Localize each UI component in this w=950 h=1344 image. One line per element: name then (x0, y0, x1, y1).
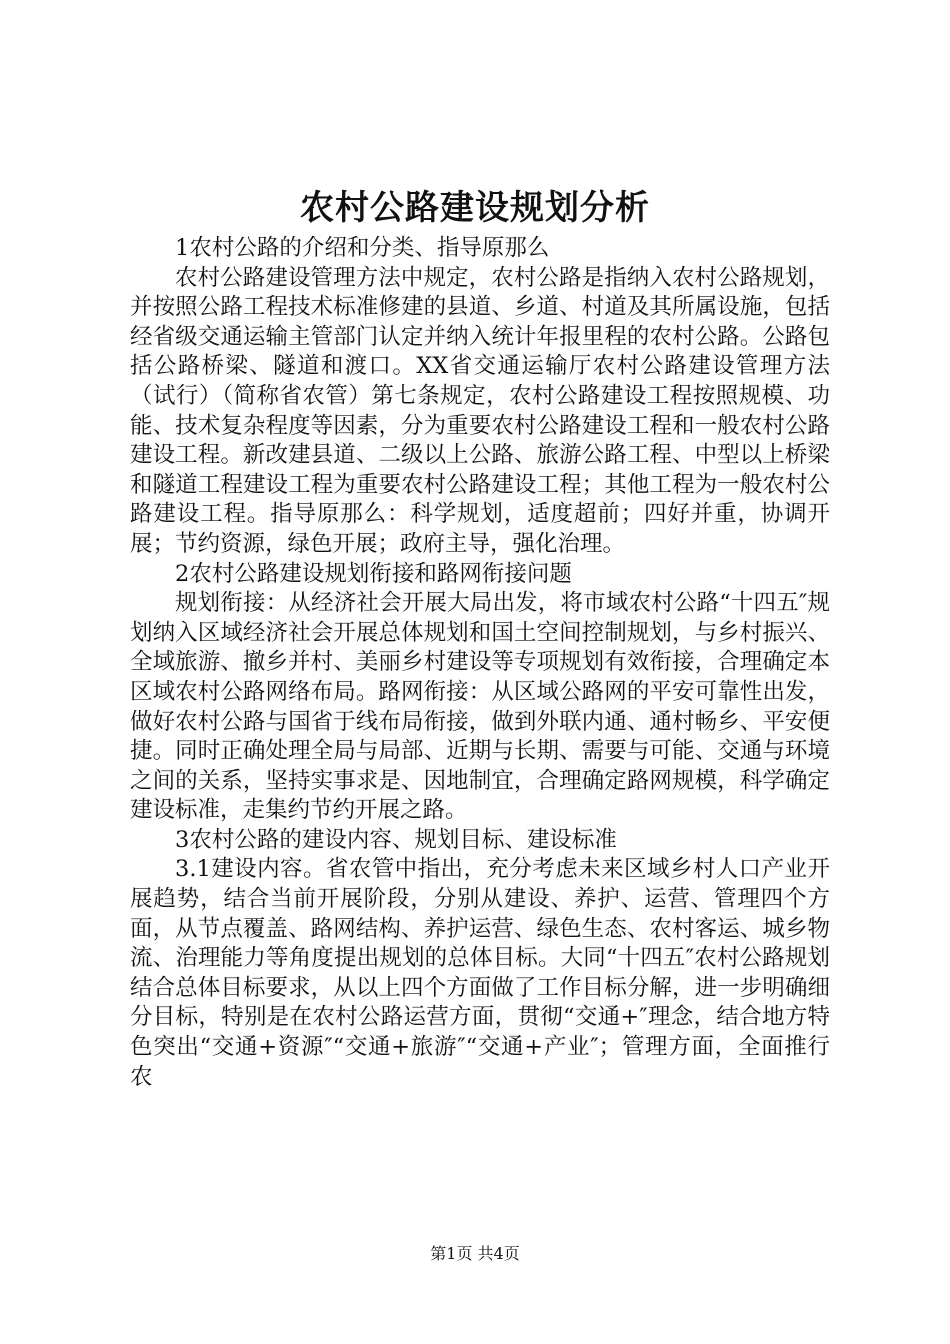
document-body (130, 234, 830, 1092)
paragraph: 3.1建设内容。省农管中指出，充分考虑未来区域乡村人口产业开展趋势，结合当前开展阶段，分别从建设、养护、运营、管理四个方面，从节点覆盖、路网结构、养护运营、绿色生态、农村客运、城乡物流、治理能力等角度提出规划的总体目标。大同“十四五″农村公路规划结合总体目标要求，从以上四个方面做了工作目标分解，进一步明确细分目标，特别是在农村公路运营方面，贯彻“交通+″理念，结合地方特色突出“交通+资源″“交通+旅游″“交通+产业″；管理方面，全面推行农 (130, 856, 830, 1090)
document-title: 农村公路建设规划分析 (300, 188, 650, 228)
section-heading-1: 1农村公路的介绍和分类、指导原那么 (175, 235, 550, 261)
paragraph: 规划衔接：从经济社会开展大局出发，将市域农村公路“十四五″规划纳入区域经济社会开展总体规划和国土空间控制规划，与乡村振兴、全域旅游、撤乡并村、美丽乡村建设等专项规划有效衔接，合理确定本区域农村公路网络布局。路网衔接：从区域公路网的平安可靠性出发，做好农村公路与国省于线布局衔接，做到外联内通、通村畅乡、平安便捷。同时正确处理全局与局部、近期与长期、需要与可能、交通与环境之间的关系，坚持实事求是、因地制宜，合理确定路网规模，科学确定建设标准，走集约节约开展之路。 (130, 590, 830, 824)
paragraph: 农村公路建设管理方法中规定，农村公路是指纳入农村公路规划，并按照公路工程技术标准修建的县道、乡道、村道及其所属设施，包括经省级交通运输主管部门认定并纳入统计年报里程的农村公路。公路包括公路桥梁、隧道和渡口。XX省交通运输厅农村公路建设管理方法（试行）（简称省农管）第七条规定，农村公路建设工程按照规模、功能、技术复杂程度等因素，分为重要农村公路建设工程和一般农村公路建设工程。新改建县道、二级以上公路、旅游公路工程、中型以上桥梁和隧道工程建设工程为重要农村公路建设工程；其他工程为一般农村公路建设工程。指导原那么：科学规划，适度超前；四好并重，协调开展；节约资源，绿色开展；政府主导，强化治理。 (130, 264, 830, 557)
section-heading-3: 3农村公路的建设内容、规划目标、建设标准 (175, 826, 617, 853)
section-heading-2: 2农村公路建设规划衔接和路网衔接问题 (175, 560, 572, 587)
page-number-footer: 第1页 共4页 (430, 1244, 520, 1263)
